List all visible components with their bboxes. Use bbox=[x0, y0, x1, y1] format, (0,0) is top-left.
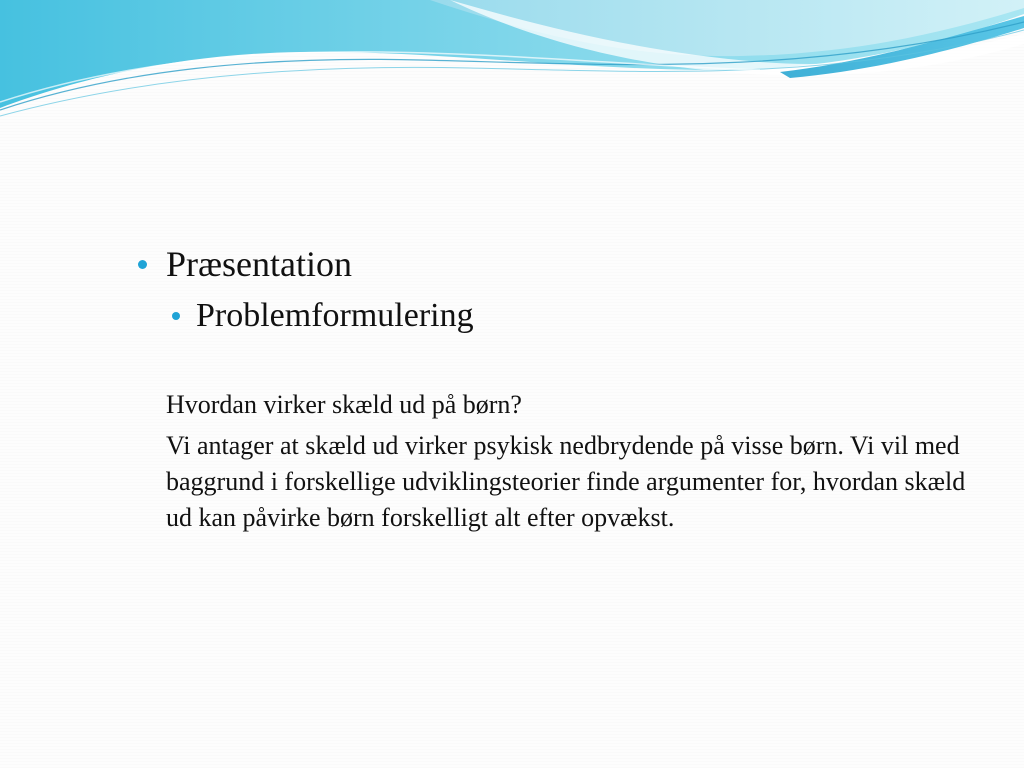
bullet-level1 bbox=[138, 244, 352, 284]
body-paragraph: Vi antager at skæld ud virker psykisk nedbrydende på visse børn. Vi vil med baggrund i forskellige udviklingsteorier finde argumenter for, hvordan skæld ud kan påvirke børn forskelligt alt efter opvækst. bbox=[166, 431, 966, 532]
bullet-dot-icon bbox=[172, 312, 180, 320]
bullet-level2 bbox=[172, 297, 474, 335]
bullet-dot-icon bbox=[138, 260, 147, 269]
question-paragraph: Hvordan virker skæld ud på børn? bbox=[166, 390, 522, 419]
bullet-text-problemformulering: Problemformulering bbox=[196, 297, 474, 334]
bullet-text-presentation: Præsentation bbox=[166, 244, 352, 284]
